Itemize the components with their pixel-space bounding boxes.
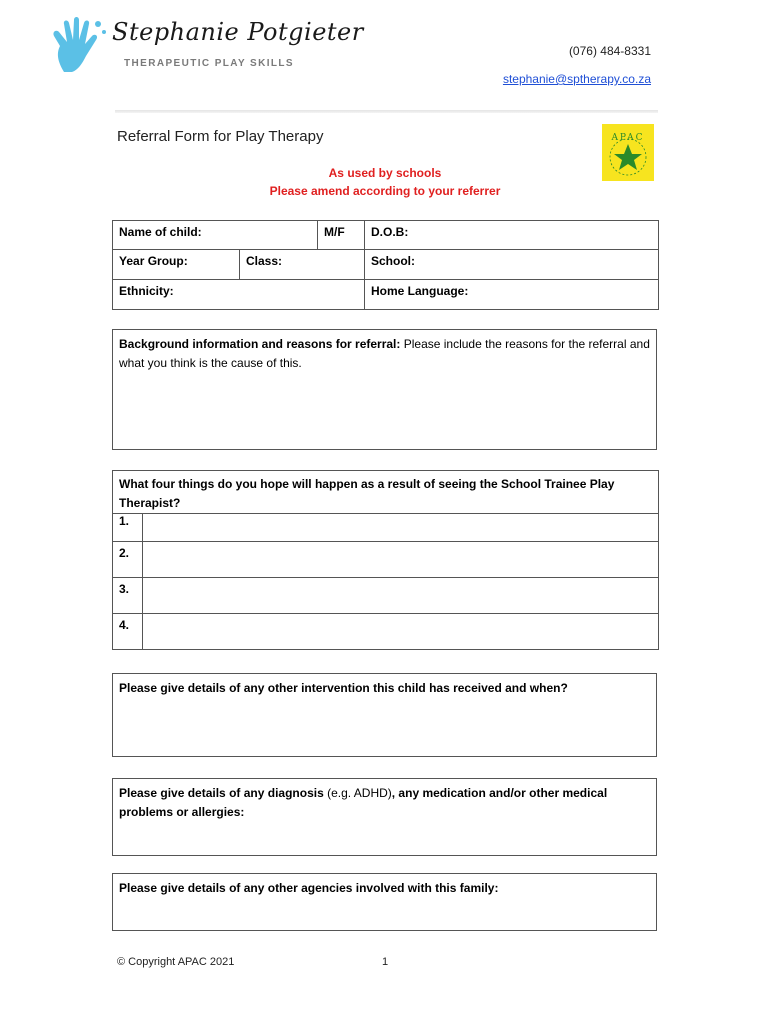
hope-number: 1.	[113, 514, 143, 542]
class-field[interactable]: Class:	[240, 250, 365, 280]
brand-name: Stephanie Potgieter	[112, 18, 364, 46]
hope-answer-4[interactable]	[143, 614, 659, 650]
header-divider	[115, 110, 658, 113]
background-info-box[interactable]	[112, 329, 657, 450]
diagnosis-label-b: , any medication and/or other medical problems or allergies:	[119, 786, 608, 819]
intervention-box[interactable]: Please give details of any other intervention this child has received and when?	[112, 673, 657, 757]
phone-number: (076) 484-8331	[568, 44, 651, 58]
home-language-field[interactable]: Home Language:	[365, 280, 659, 310]
year-group-field[interactable]: Year Group:	[113, 250, 240, 280]
hope-answer-2[interactable]	[143, 542, 659, 578]
email-link[interactable]: stephanie@sptherapy.co.za	[502, 72, 651, 86]
hopes-table	[112, 470, 659, 650]
agencies-box[interactable]: Please give details of any other agencies involved with this family:	[112, 873, 657, 931]
amend-note: Please amend according to your referrer	[269, 184, 501, 198]
background-instructions: Please include the reasons for the referral and what you think is the cause of this.	[119, 337, 650, 370]
schools-note: As used by schools	[328, 166, 442, 180]
hope-number: 2.	[113, 542, 143, 578]
hope-answer-1[interactable]	[143, 514, 659, 542]
ethnicity-field[interactable]: Ethnicity:	[113, 280, 365, 310]
apac-logo-text: APAC	[611, 133, 645, 143]
hope-answer-3[interactable]	[143, 578, 659, 614]
hopes-question: What four things do you hope will happen as a result of seeing the School Trainee Play Therapist?	[113, 471, 659, 514]
copyright: © Copyright APAC 2021	[117, 956, 235, 968]
child-details-table	[112, 220, 659, 310]
background-label: Background information and reasons for referral:	[119, 337, 401, 351]
name-field[interactable]: Name of child:	[113, 221, 318, 250]
page-number: 1	[382, 956, 389, 968]
diagnosis-example: (e.g. ADHD)	[323, 786, 392, 800]
gender-field[interactable]: M/F	[318, 221, 365, 250]
form-title: Referral Form for Play Therapy	[117, 128, 324, 145]
brand-tagline: THERAPEUTIC PLAY SKILLS	[124, 58, 294, 69]
school-field[interactable]: School:	[365, 250, 659, 280]
hope-number: 4.	[113, 614, 143, 650]
dob-field[interactable]: D.O.B:	[365, 221, 659, 250]
diagnosis-box[interactable]	[112, 778, 657, 856]
diagnosis-label-a: Please give details of any diagnosis	[119, 786, 324, 800]
hope-number: 3.	[113, 578, 143, 614]
hand-logo-icon	[50, 14, 112, 74]
